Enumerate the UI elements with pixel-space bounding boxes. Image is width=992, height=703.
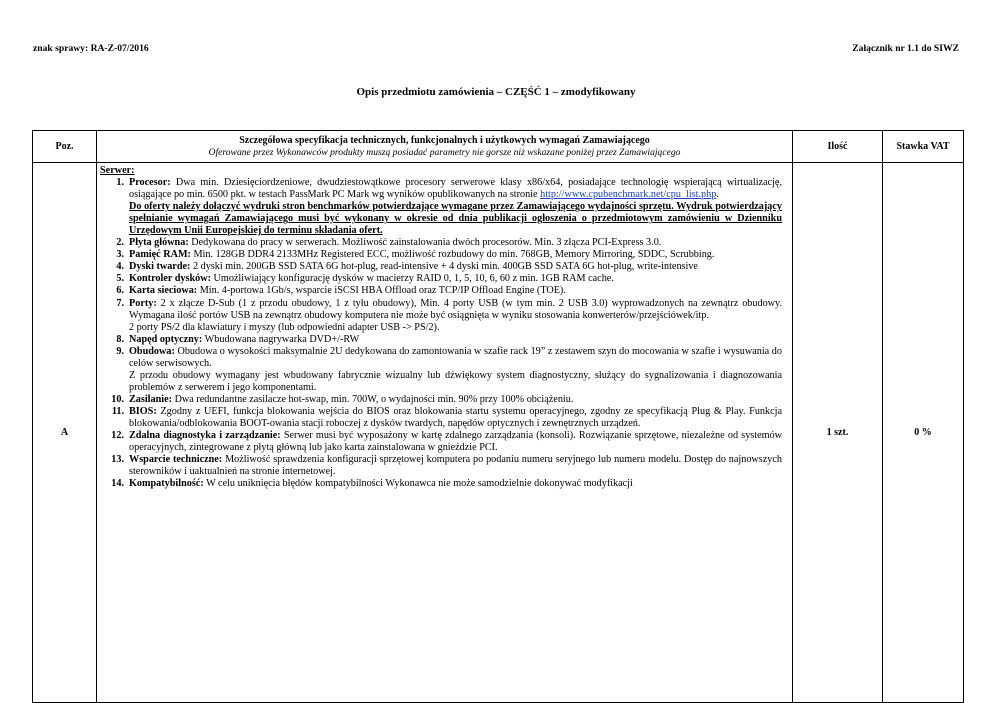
spec-item-number: 8.: [116, 333, 124, 345]
spec-item-text: Umożliwiający konfigurację dysków w macierzy RAID 0, 1, 5, 10, 6, 60 z min. 1GB RAM cache.: [210, 273, 614, 285]
document-title: Opis przedmiotu zamówienia – CZĘŚĆ 1 – zmodyfikowany: [356, 86, 636, 98]
spec-item-number: 14.: [111, 478, 124, 490]
spec-item-label: Obudowa:: [129, 345, 175, 357]
spec-item-number: 13.: [111, 454, 124, 466]
spec-item-label: Dyski twarde:: [129, 261, 191, 273]
spec-item: [100, 273, 782, 285]
spec-item-text: Obudowa o wysokości maksymalnie 2U dedykowana do zamontowania w szafie rack 19” z zestawem szyn do mocowania w szafie i wysuwania do celów serwisowych.: [129, 345, 782, 369]
spec-item-label: Pamięć RAM:: [129, 249, 191, 261]
spec-item-label: Karta sieciowa:: [129, 285, 198, 297]
spec-item-label: BIOS:: [129, 405, 157, 417]
spec-item-text-end: .: [716, 189, 719, 201]
row-specification: [97, 163, 793, 703]
spec-item-number: 5.: [116, 273, 124, 285]
spec-item-number: 10.: [111, 393, 124, 405]
spec-item-label: Wsparcie techniczne:: [129, 454, 223, 466]
spec-item-text: 2 x złącze D-Sub (1 z przodu obudowy, 1 z tyłu obudowy), Min. 4 porty USB (w tym min. 2 USB 3.0) wyprowadzonych na zewnątrz obudowy. Wymagana ilość portów USB na zewnątrz obudowy komputera nie może być osiągnięta w wyniku stosowania konwerterów/przejściówek/itp.: [129, 297, 782, 321]
spec-item-extra: Z przodu obudowy wymagany jest wbudowany fabrycznie wizualny lub dźwiękowy system diagnostyczny, służący do sygnalizowania i diagnozowania problemów z serwerem i jego komponentami.: [129, 369, 782, 393]
spec-item: [100, 454, 782, 478]
spec-item-number: 9.: [116, 345, 124, 357]
spec-item-number: 1.: [116, 177, 124, 189]
spec-item-text: Wbudowana nagrywarka DVD+/-RW: [202, 333, 360, 345]
spec-item-text: Dedykowana do pracy w serwerach. Możliwość zainstalowania dwóch procesorów. Min. 3 złącza PCI-Express 3.0.: [188, 237, 662, 249]
spec-item-extra: 2 porty PS/2 dla klawiatury i myszy (lub odpowiedni adapter USB -> PS/2).: [129, 321, 440, 333]
case-number: znak sprawy: RA-Z-07/2016: [33, 43, 149, 54]
header-spec-subtitle: Oferowane przez Wykonawców produkty muszą posiadać parametry nie gorsze niż wskazane poniżej przez Zamawiającego: [208, 146, 681, 158]
header-poz: Poz.: [33, 131, 97, 163]
spec-item-text: W celu uniknięcia błędów kompatybilności Wykonawca nie może samodzielnie dokonywać modyfikacji: [203, 478, 633, 490]
spec-item-number: 4.: [116, 261, 124, 273]
spec-item-label: Zasilanie:: [129, 393, 173, 405]
spec-item: [100, 346, 782, 394]
spec-item-text: Min. 128GB DDR4 2133MHz Registered ECC, możliwość rozbudowy do min. 768GB, Memory Mirroring, SDDC, Scrubbing.: [190, 249, 715, 261]
header-quantity: Ilość: [793, 131, 883, 163]
spec-item-label: Porty:: [129, 297, 157, 309]
spec-item-label: Kontroler dysków:: [129, 273, 211, 285]
row-quantity: 1 szt.: [793, 163, 883, 703]
benchmark-link[interactable]: http://www.cpubenchmark.net/cpu_list.php: [540, 189, 717, 201]
row-vat: 0 %: [883, 163, 964, 703]
section-heading: Serwer:: [100, 165, 135, 176]
spec-item-number: 11.: [111, 405, 124, 417]
spec-item-number: 7.: [116, 297, 124, 309]
spec-item-list: [100, 177, 782, 490]
spec-item: [100, 177, 782, 237]
spec-item: [100, 430, 782, 454]
spec-item-label: Płyta główna:: [129, 237, 189, 249]
spec-item: [100, 334, 782, 346]
spec-item-text: Dwa redundantne zasilacze hot-swap, min. 700W, o wydajności min. 90% przy 100% obciążeniu.: [172, 393, 574, 405]
spec-item-number: 2.: [116, 237, 124, 249]
row-position: A: [33, 163, 97, 703]
attachment-label: Załącznik nr 1.1 do SIWZ: [852, 43, 959, 54]
spec-item: [100, 237, 782, 249]
spec-item-number: 6.: [116, 285, 124, 297]
table-row: [33, 163, 964, 703]
spec-item: [100, 249, 782, 261]
spec-item: [100, 261, 782, 273]
spec-item-label: Zdalna diagnostyka i zarządzanie:: [129, 430, 281, 442]
benchmark-note: Do oferty należy dołączyć wydruki stron benchmarków potwierdzające wymagane przez Zamawiającego wydajności sprzętu. Wydruk potwierdzający spełnianie wymagań Zamawiającego musi być wykonany w okresie od dnia publikacji ogłoszenia o przedmiotowym zamówieniu w Dzienniku Urzędowym Unii Europejskiej do terminu składania ofert.: [129, 201, 782, 237]
spec-item: [100, 478, 782, 490]
spec-item-label: Procesor:: [129, 177, 171, 189]
spec-item-label: Napęd optyczny:: [129, 333, 203, 345]
spec-item: [100, 394, 782, 406]
specification-table: [32, 130, 964, 703]
header-specification: [97, 131, 793, 163]
spec-item: [100, 298, 782, 334]
spec-item-number: 3.: [116, 249, 124, 261]
spec-item-text: Możliwość sprawdzenia konfiguracji sprzętowej komputera po podaniu numeru seryjnego lub numeru modelu. Dostęp do najnowszych sterowników i uaktualnień na stronie internetowej.: [129, 454, 782, 478]
spec-item-text: Dwa min. Dziesięciordzeniowe, dwudziestowątkowe procesory serwerowe klasy x86/x64, posiadające technologię wspierającą wirtualizację, osiągające po min. 6500 pkt. w testach PassMark PC Mark wg wyników opublikowanych na stronie: [129, 177, 782, 201]
table-header-row: [33, 131, 964, 163]
header-vat: Stawka VAT: [883, 131, 964, 163]
spec-item-text: 2 dyski min. 200GB SSD SATA 6G hot-plug, read-intensive + 4 dyski min. 400GB SSD SATA 6G hot-plug, write-intensive: [190, 261, 698, 273]
spec-item-text: Zgodny z UEFI, funkcja blokowania wejścia do BIOS oraz blokowania startu systemu operacyjnego, zgodny ze specyfikacją Plug & Play. Funkcja blokowania/odblokowania BOOT-owania stacji roboczej z dysków twardych, napędów optycznych i zewnętrznych urządzeń.: [129, 405, 782, 429]
spec-item-text: Serwer musi być wyposażony w kartę zdalnego zarządzania (konsoli). Rozwiązanie sprzętowe, niezależne od systemów operacyjnych, zintegrowane z płytą główną lub jako karta zainstalowana w gnieździe PCI.: [129, 430, 782, 454]
spec-item-label: Kompatybilność:: [129, 478, 204, 490]
spec-item: [100, 406, 782, 430]
spec-item-number: 12.: [111, 430, 124, 442]
spec-item: [100, 285, 782, 297]
spec-item-text: Min. 4-portowa 1Gb/s, wsparcie iSCSI HBA Offload oraz TCP/IP Offload Engine (TOE).: [197, 285, 566, 297]
header-spec-title: Szczegółowa specyfikacja technicznych, funkcjonalnych i użytkowych wymagań Zamawiającego: [239, 134, 650, 146]
